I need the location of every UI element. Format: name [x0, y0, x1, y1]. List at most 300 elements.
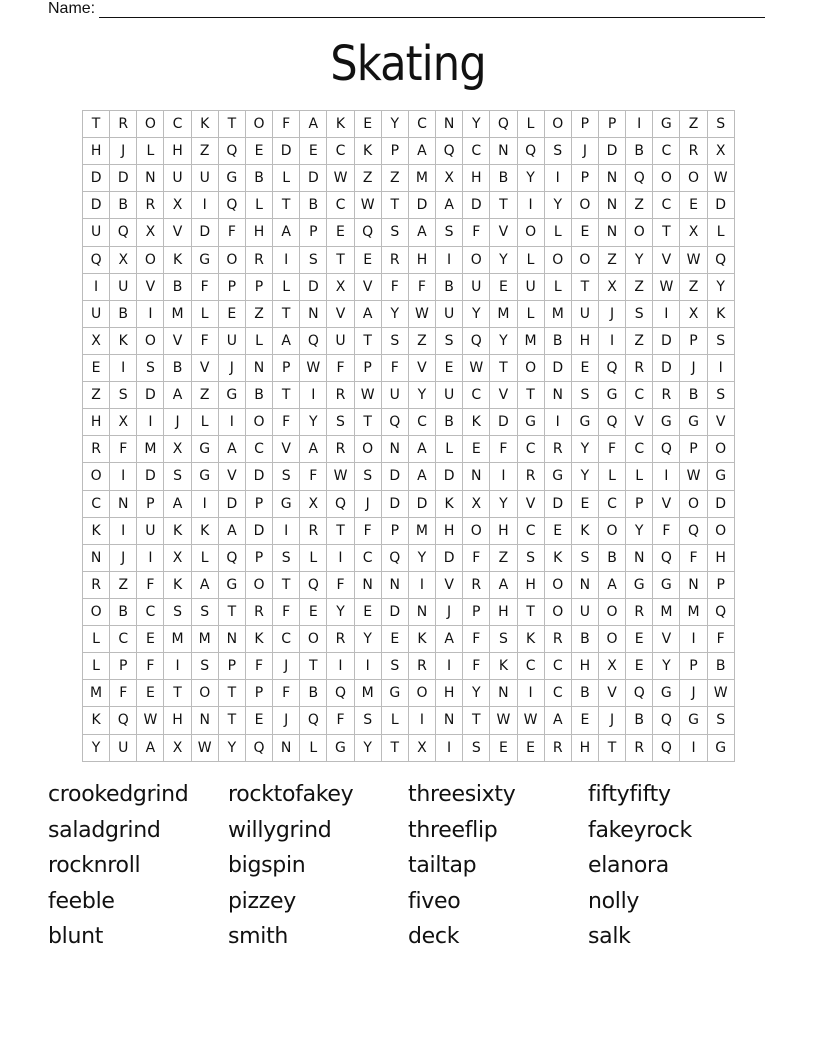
grid-cell[interactable]: Y — [300, 409, 327, 436]
grid-cell[interactable]: N — [137, 165, 164, 192]
grid-cell[interactable]: G — [680, 707, 707, 734]
grid-cell[interactable]: P — [219, 653, 246, 680]
grid-cell[interactable]: U — [164, 165, 191, 192]
grid-cell[interactable]: E — [572, 355, 599, 382]
grid-cell[interactable]: F — [110, 436, 137, 463]
grid-cell[interactable]: U — [137, 518, 164, 545]
grid-cell[interactable]: K — [83, 518, 110, 545]
grid-cell[interactable]: Y — [708, 274, 735, 301]
grid-cell[interactable]: I — [545, 165, 572, 192]
grid-cell[interactable]: C — [653, 138, 680, 165]
grid-cell[interactable]: I — [680, 735, 707, 762]
grid-cell[interactable]: O — [300, 626, 327, 653]
grid-cell[interactable]: D — [436, 463, 463, 490]
grid-cell[interactable]: K — [436, 491, 463, 518]
grid-cell[interactable]: P — [382, 138, 409, 165]
grid-cell[interactable]: C — [463, 382, 490, 409]
grid-cell[interactable]: F — [273, 409, 300, 436]
grid-cell[interactable]: W — [327, 165, 354, 192]
grid-cell[interactable]: X — [680, 301, 707, 328]
grid-cell[interactable]: U — [572, 301, 599, 328]
grid-cell[interactable]: C — [626, 382, 653, 409]
grid-cell[interactable]: X — [164, 735, 191, 762]
grid-cell[interactable]: E — [490, 735, 517, 762]
grid-cell[interactable]: K — [518, 626, 545, 653]
grid-cell[interactable]: S — [192, 653, 219, 680]
grid-cell[interactable]: J — [436, 599, 463, 626]
grid-cell[interactable]: N — [463, 463, 490, 490]
grid-cell[interactable]: I — [327, 653, 354, 680]
grid-cell[interactable]: P — [246, 680, 273, 707]
grid-cell[interactable]: G — [680, 409, 707, 436]
grid-cell[interactable]: Q — [110, 219, 137, 246]
grid-cell[interactable]: S — [626, 301, 653, 328]
grid-cell[interactable]: D — [409, 491, 436, 518]
grid-cell[interactable]: D — [490, 409, 517, 436]
grid-cell[interactable]: L — [192, 409, 219, 436]
grid-cell[interactable]: A — [436, 192, 463, 219]
grid-cell[interactable]: C — [653, 192, 680, 219]
grid-cell[interactable]: V — [137, 274, 164, 301]
grid-cell[interactable]: N — [599, 165, 626, 192]
grid-cell[interactable]: K — [164, 518, 191, 545]
grid-cell[interactable]: E — [355, 247, 382, 274]
grid-cell[interactable]: M — [545, 301, 572, 328]
grid-cell[interactable]: J — [355, 491, 382, 518]
grid-cell[interactable]: C — [409, 111, 436, 138]
grid-cell[interactable]: I — [436, 653, 463, 680]
grid-cell[interactable]: L — [626, 463, 653, 490]
grid-cell[interactable]: R — [246, 599, 273, 626]
grid-cell[interactable]: B — [572, 680, 599, 707]
grid-cell[interactable]: Q — [300, 328, 327, 355]
grid-cell[interactable]: J — [164, 409, 191, 436]
grid-cell[interactable]: N — [355, 572, 382, 599]
grid-cell[interactable]: N — [626, 545, 653, 572]
grid-cell[interactable]: N — [572, 572, 599, 599]
grid-cell[interactable]: S — [436, 328, 463, 355]
grid-cell[interactable]: C — [273, 626, 300, 653]
grid-cell[interactable]: G — [653, 409, 680, 436]
grid-cell[interactable]: B — [599, 545, 626, 572]
grid-cell[interactable]: Y — [545, 192, 572, 219]
grid-cell[interactable]: I — [490, 463, 517, 490]
grid-cell[interactable]: V — [192, 355, 219, 382]
grid-cell[interactable]: F — [273, 111, 300, 138]
grid-cell[interactable]: R — [246, 247, 273, 274]
grid-cell[interactable]: M — [137, 436, 164, 463]
grid-cell[interactable]: I — [599, 328, 626, 355]
grid-cell[interactable]: L — [436, 436, 463, 463]
grid-cell[interactable]: B — [680, 382, 707, 409]
grid-cell[interactable]: S — [192, 599, 219, 626]
grid-cell[interactable]: R — [409, 653, 436, 680]
grid-cell[interactable]: F — [192, 274, 219, 301]
grid-cell[interactable]: D — [137, 463, 164, 490]
grid-cell[interactable]: I — [680, 626, 707, 653]
grid-cell[interactable]: U — [327, 328, 354, 355]
grid-cell[interactable]: W — [192, 735, 219, 762]
grid-cell[interactable]: K — [83, 707, 110, 734]
grid-cell[interactable]: S — [572, 545, 599, 572]
grid-cell[interactable]: T — [164, 680, 191, 707]
grid-cell[interactable]: E — [300, 599, 327, 626]
grid-cell[interactable]: I — [137, 409, 164, 436]
grid-cell[interactable]: W — [463, 355, 490, 382]
grid-cell[interactable]: O — [518, 219, 545, 246]
grid-cell[interactable]: A — [219, 436, 246, 463]
grid-cell[interactable]: S — [545, 138, 572, 165]
grid-cell[interactable]: D — [382, 491, 409, 518]
grid-cell[interactable]: O — [545, 572, 572, 599]
grid-cell[interactable]: Z — [192, 382, 219, 409]
grid-cell[interactable]: F — [463, 626, 490, 653]
grid-cell[interactable]: C — [599, 491, 626, 518]
grid-cell[interactable]: T — [355, 409, 382, 436]
grid-cell[interactable]: Q — [110, 707, 137, 734]
grid-cell[interactable]: R — [327, 626, 354, 653]
grid-cell[interactable]: F — [382, 274, 409, 301]
grid-cell[interactable]: O — [463, 518, 490, 545]
grid-cell[interactable]: J — [110, 545, 137, 572]
grid-cell[interactable]: B — [708, 653, 735, 680]
grid-cell[interactable]: K — [164, 247, 191, 274]
grid-cell[interactable]: X — [137, 219, 164, 246]
grid-cell[interactable]: X — [599, 274, 626, 301]
grid-cell[interactable]: R — [83, 436, 110, 463]
grid-cell[interactable]: E — [219, 301, 246, 328]
grid-cell[interactable]: H — [708, 545, 735, 572]
grid-cell[interactable]: S — [708, 111, 735, 138]
grid-cell[interactable]: R — [83, 572, 110, 599]
grid-cell[interactable]: Z — [192, 138, 219, 165]
grid-cell[interactable]: X — [327, 274, 354, 301]
grid-cell[interactable]: E — [463, 436, 490, 463]
grid-cell[interactable]: R — [327, 382, 354, 409]
grid-cell[interactable]: X — [409, 735, 436, 762]
grid-cell[interactable]: T — [219, 707, 246, 734]
grid-cell[interactable]: Z — [490, 545, 517, 572]
grid-cell[interactable]: Z — [626, 192, 653, 219]
grid-cell[interactable]: L — [300, 735, 327, 762]
grid-cell[interactable]: V — [626, 409, 653, 436]
grid-cell[interactable]: L — [518, 111, 545, 138]
grid-cell[interactable]: Y — [626, 518, 653, 545]
grid-cell[interactable]: S — [382, 653, 409, 680]
grid-cell[interactable]: K — [164, 572, 191, 599]
grid-cell[interactable]: Y — [490, 328, 517, 355]
grid-cell[interactable]: F — [219, 219, 246, 246]
grid-cell[interactable]: D — [246, 463, 273, 490]
grid-cell[interactable]: E — [572, 219, 599, 246]
grid-cell[interactable]: P — [572, 111, 599, 138]
grid-cell[interactable]: M — [409, 165, 436, 192]
grid-cell[interactable]: O — [246, 572, 273, 599]
grid-cell[interactable]: N — [300, 301, 327, 328]
grid-cell[interactable]: D — [436, 545, 463, 572]
grid-cell[interactable]: B — [626, 707, 653, 734]
grid-cell[interactable]: F — [680, 545, 707, 572]
grid-cell[interactable]: G — [653, 680, 680, 707]
grid-cell[interactable]: J — [680, 680, 707, 707]
grid-cell[interactable]: X — [83, 328, 110, 355]
grid-cell[interactable]: A — [490, 572, 517, 599]
grid-cell[interactable]: Q — [653, 545, 680, 572]
grid-cell[interactable]: D — [192, 219, 219, 246]
grid-cell[interactable]: Q — [708, 599, 735, 626]
grid-cell[interactable]: A — [409, 138, 436, 165]
grid-cell[interactable]: J — [599, 707, 626, 734]
grid-cell[interactable]: F — [382, 355, 409, 382]
grid-cell[interactable]: R — [518, 463, 545, 490]
grid-cell[interactable]: A — [409, 436, 436, 463]
grid-cell[interactable]: Y — [382, 111, 409, 138]
grid-cell[interactable]: D — [545, 491, 572, 518]
grid-cell[interactable]: Q — [300, 572, 327, 599]
grid-cell[interactable]: X — [436, 165, 463, 192]
grid-cell[interactable]: O — [708, 518, 735, 545]
grid-cell[interactable]: V — [355, 274, 382, 301]
grid-cell[interactable]: U — [110, 274, 137, 301]
grid-cell[interactable]: P — [463, 599, 490, 626]
grid-cell[interactable]: K — [246, 626, 273, 653]
grid-cell[interactable]: I — [708, 355, 735, 382]
grid-cell[interactable]: C — [626, 436, 653, 463]
grid-cell[interactable]: O — [192, 680, 219, 707]
grid-cell[interactable]: G — [219, 382, 246, 409]
grid-cell[interactable]: N — [436, 707, 463, 734]
grid-cell[interactable]: S — [708, 382, 735, 409]
grid-cell[interactable]: B — [545, 328, 572, 355]
grid-cell[interactable]: Z — [382, 165, 409, 192]
grid-cell[interactable]: H — [246, 219, 273, 246]
grid-cell[interactable]: L — [273, 274, 300, 301]
grid-cell[interactable]: T — [273, 572, 300, 599]
grid-cell[interactable]: A — [164, 491, 191, 518]
grid-cell[interactable]: V — [490, 382, 517, 409]
grid-cell[interactable]: G — [653, 111, 680, 138]
grid-cell[interactable]: D — [545, 355, 572, 382]
grid-cell[interactable]: H — [490, 599, 517, 626]
grid-cell[interactable]: H — [164, 707, 191, 734]
grid-cell[interactable]: D — [300, 165, 327, 192]
grid-cell[interactable]: Q — [599, 355, 626, 382]
grid-cell[interactable]: S — [355, 707, 382, 734]
grid-cell[interactable]: Q — [436, 138, 463, 165]
grid-cell[interactable]: I — [192, 491, 219, 518]
grid-cell[interactable]: S — [708, 328, 735, 355]
grid-cell[interactable]: S — [355, 463, 382, 490]
grid-cell[interactable]: E — [137, 680, 164, 707]
grid-cell[interactable]: Z — [110, 572, 137, 599]
grid-cell[interactable]: U — [219, 328, 246, 355]
grid-cell[interactable]: J — [273, 653, 300, 680]
grid-cell[interactable]: B — [490, 165, 517, 192]
grid-cell[interactable]: R — [463, 572, 490, 599]
grid-cell[interactable]: C — [409, 409, 436, 436]
grid-cell[interactable]: R — [110, 111, 137, 138]
grid-cell[interactable]: F — [463, 653, 490, 680]
grid-cell[interactable]: V — [653, 491, 680, 518]
grid-cell[interactable]: W — [680, 463, 707, 490]
grid-cell[interactable]: C — [164, 111, 191, 138]
grid-cell[interactable]: Z — [680, 274, 707, 301]
grid-cell[interactable]: E — [382, 626, 409, 653]
grid-cell[interactable]: F — [273, 680, 300, 707]
grid-cell[interactable]: E — [436, 355, 463, 382]
grid-cell[interactable]: Y — [83, 735, 110, 762]
grid-cell[interactable]: Y — [409, 545, 436, 572]
grid-cell[interactable]: N — [436, 111, 463, 138]
grid-cell[interactable]: E — [572, 491, 599, 518]
grid-cell[interactable]: V — [518, 491, 545, 518]
grid-cell[interactable]: P — [300, 219, 327, 246]
grid-cell[interactable]: I — [436, 735, 463, 762]
grid-cell[interactable]: W — [355, 382, 382, 409]
grid-cell[interactable]: O — [599, 599, 626, 626]
grid-cell[interactable]: G — [708, 463, 735, 490]
grid-cell[interactable]: K — [192, 111, 219, 138]
grid-cell[interactable]: Y — [572, 463, 599, 490]
grid-cell[interactable]: U — [436, 382, 463, 409]
grid-cell[interactable]: D — [653, 328, 680, 355]
grid-cell[interactable]: L — [545, 274, 572, 301]
grid-cell[interactable]: G — [192, 463, 219, 490]
grid-cell[interactable]: D — [409, 192, 436, 219]
grid-cell[interactable]: I — [545, 409, 572, 436]
grid-cell[interactable]: Q — [708, 247, 735, 274]
grid-cell[interactable]: C — [545, 680, 572, 707]
grid-cell[interactable]: Q — [219, 138, 246, 165]
grid-cell[interactable]: L — [708, 219, 735, 246]
grid-cell[interactable]: F — [490, 436, 517, 463]
grid-cell[interactable]: D — [708, 491, 735, 518]
grid-cell[interactable]: P — [246, 491, 273, 518]
grid-cell[interactable]: K — [355, 138, 382, 165]
grid-cell[interactable]: Y — [355, 735, 382, 762]
grid-cell[interactable]: N — [599, 192, 626, 219]
grid-cell[interactable]: L — [599, 463, 626, 490]
grid-cell[interactable]: Q — [219, 192, 246, 219]
grid-cell[interactable]: I — [137, 545, 164, 572]
grid-cell[interactable]: Q — [599, 409, 626, 436]
grid-cell[interactable]: O — [518, 355, 545, 382]
grid-cell[interactable]: Q — [219, 545, 246, 572]
grid-cell[interactable]: W — [518, 707, 545, 734]
grid-cell[interactable]: Q — [382, 545, 409, 572]
grid-cell[interactable]: N — [382, 436, 409, 463]
grid-cell[interactable]: C — [518, 436, 545, 463]
grid-cell[interactable]: F — [137, 653, 164, 680]
grid-cell[interactable]: U — [436, 301, 463, 328]
grid-cell[interactable]: X — [164, 545, 191, 572]
grid-cell[interactable]: B — [626, 138, 653, 165]
grid-cell[interactable]: X — [300, 491, 327, 518]
grid-cell[interactable]: C — [463, 138, 490, 165]
grid-cell[interactable]: T — [327, 247, 354, 274]
grid-cell[interactable]: T — [273, 382, 300, 409]
grid-cell[interactable]: I — [518, 680, 545, 707]
grid-cell[interactable]: P — [246, 545, 273, 572]
grid-cell[interactable]: D — [599, 138, 626, 165]
grid-cell[interactable]: Q — [83, 247, 110, 274]
grid-cell[interactable]: F — [110, 680, 137, 707]
grid-cell[interactable]: P — [273, 355, 300, 382]
grid-cell[interactable]: K — [409, 626, 436, 653]
grid-cell[interactable]: L — [83, 653, 110, 680]
grid-cell[interactable]: O — [219, 247, 246, 274]
grid-cell[interactable]: R — [626, 599, 653, 626]
grid-cell[interactable]: G — [545, 463, 572, 490]
grid-cell[interactable]: N — [490, 138, 517, 165]
grid-cell[interactable]: O — [572, 247, 599, 274]
grid-cell[interactable]: N — [382, 572, 409, 599]
grid-cell[interactable]: C — [327, 192, 354, 219]
grid-cell[interactable]: W — [137, 707, 164, 734]
name-blank-line[interactable] — [99, 3, 765, 18]
grid-cell[interactable]: Z — [626, 274, 653, 301]
grid-cell[interactable]: T — [83, 111, 110, 138]
grid-cell[interactable]: A — [273, 328, 300, 355]
grid-cell[interactable]: R — [653, 382, 680, 409]
grid-cell[interactable]: K — [110, 328, 137, 355]
grid-cell[interactable]: O — [137, 247, 164, 274]
grid-cell[interactable]: A — [355, 301, 382, 328]
grid-cell[interactable]: W — [653, 274, 680, 301]
grid-cell[interactable]: Z — [680, 111, 707, 138]
grid-cell[interactable]: Y — [463, 680, 490, 707]
grid-cell[interactable]: S — [436, 219, 463, 246]
grid-cell[interactable]: O — [653, 165, 680, 192]
grid-cell[interactable]: Q — [355, 219, 382, 246]
grid-cell[interactable]: L — [382, 707, 409, 734]
grid-cell[interactable]: I — [409, 707, 436, 734]
grid-cell[interactable]: P — [680, 436, 707, 463]
grid-cell[interactable]: L — [300, 545, 327, 572]
grid-cell[interactable]: S — [382, 328, 409, 355]
grid-cell[interactable]: B — [164, 274, 191, 301]
grid-cell[interactable]: F — [327, 707, 354, 734]
grid-cell[interactable]: Y — [518, 165, 545, 192]
grid-cell[interactable]: A — [599, 572, 626, 599]
grid-cell[interactable]: A — [409, 219, 436, 246]
grid-cell[interactable]: O — [545, 247, 572, 274]
grid-cell[interactable]: O — [83, 599, 110, 626]
grid-cell[interactable]: F — [246, 653, 273, 680]
grid-cell[interactable]: L — [192, 545, 219, 572]
grid-cell[interactable]: N — [246, 355, 273, 382]
grid-cell[interactable]: Y — [327, 599, 354, 626]
grid-cell[interactable]: T — [300, 653, 327, 680]
grid-cell[interactable]: H — [164, 138, 191, 165]
grid-cell[interactable]: Q — [653, 436, 680, 463]
grid-cell[interactable]: D — [463, 192, 490, 219]
grid-cell[interactable]: V — [273, 436, 300, 463]
grid-cell[interactable]: F — [192, 328, 219, 355]
grid-cell[interactable]: X — [463, 491, 490, 518]
grid-cell[interactable]: Q — [463, 328, 490, 355]
grid-cell[interactable]: M — [518, 328, 545, 355]
grid-cell[interactable]: V — [164, 219, 191, 246]
grid-cell[interactable]: E — [355, 111, 382, 138]
grid-cell[interactable]: F — [327, 572, 354, 599]
grid-cell[interactable]: H — [436, 518, 463, 545]
grid-cell[interactable]: K — [545, 545, 572, 572]
grid-cell[interactable]: Q — [626, 165, 653, 192]
grid-cell[interactable]: X — [599, 653, 626, 680]
grid-cell[interactable]: D — [273, 138, 300, 165]
grid-cell[interactable]: S — [518, 545, 545, 572]
